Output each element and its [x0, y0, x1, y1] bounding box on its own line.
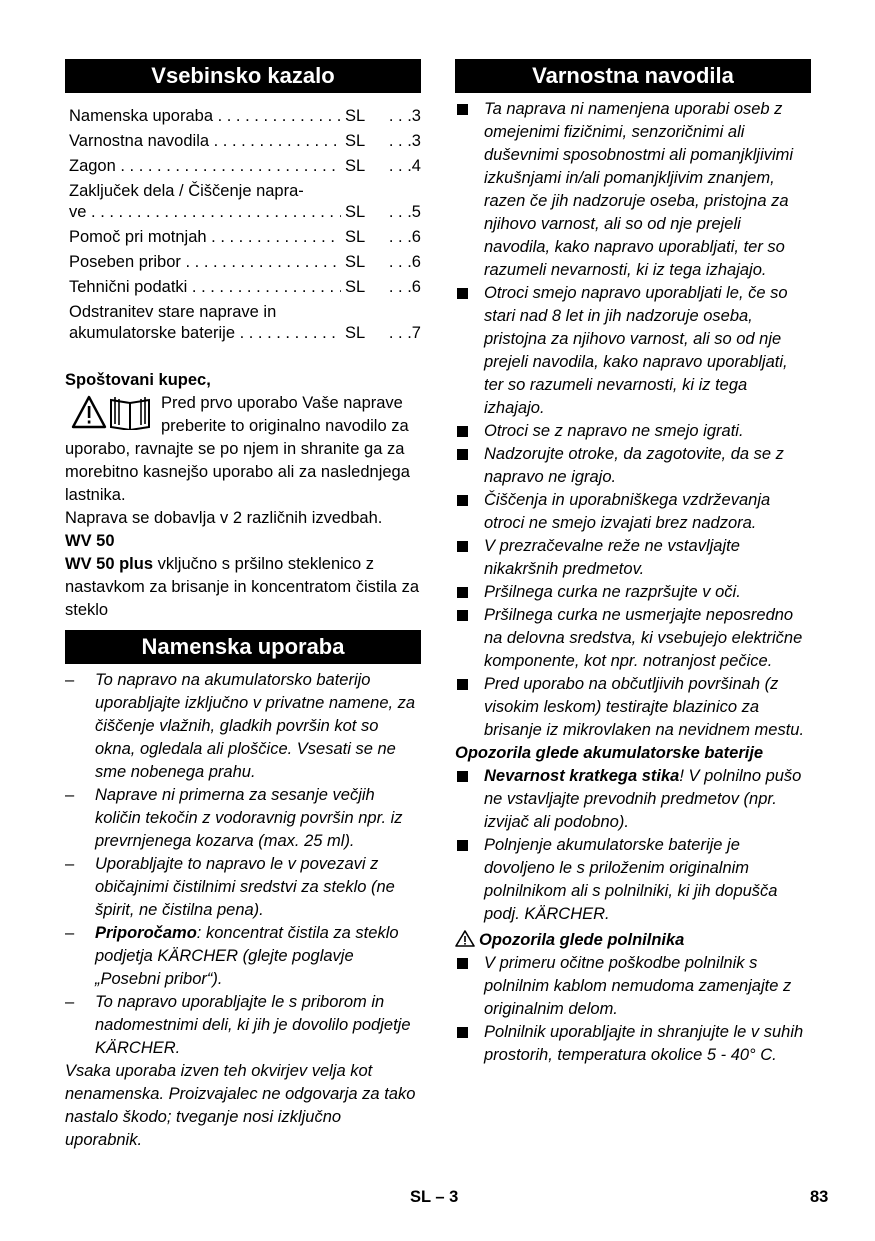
charger-warnings-heading: Opozorila glede polnilnika: [455, 929, 811, 952]
toc-entry-title: ve: [69, 203, 87, 221]
toc-entry-page: . . .5: [388, 203, 421, 221]
toc-entry-lang: SL: [345, 132, 366, 150]
footer-page-number: 83: [810, 1188, 829, 1206]
bullet-square-icon: [457, 426, 468, 437]
toc-entry-page: . . .3: [388, 107, 421, 125]
toc-entry-page: . . .6: [388, 253, 421, 271]
toc-entry-page: . . .7: [388, 324, 421, 342]
toc-entry[interactable]: [69, 106, 421, 127]
toc-entry-lang: SL: [345, 324, 366, 342]
list-item: Otroci smejo napravo uporabljati le, če so stari nad 8 let in jih nadzoruje oseba, pristojna za njihovo varnost, ali so od nje prejeli navodila, kako napravo uporabljati, ter so razumeli nevarnosti, ki iz tega izhajajo.: [455, 282, 811, 420]
list-item: Pršilnega curka ne usmerjajte neposredno na delovna sredstva, ki vsebujejo električne komponente, kot npr. notranjost pečice.: [455, 604, 811, 673]
list-item: – Naprave ni primerna za sesanje večjih količin tekočin z vodoravnig površin npr. iz prevrnjenega kozarva (max. 25 ml).: [65, 786, 403, 850]
toc-entry-lang: SL: [345, 203, 366, 221]
toc-entry[interactable]: [69, 302, 421, 344]
bullet-square-icon: [457, 610, 468, 621]
model-wv50: WV 50: [65, 532, 115, 550]
toc-heading: Vsebinsko kazalo: [65, 59, 421, 93]
variants-text: Naprava se dobavlja v 2 različnih izvedbah.: [65, 509, 383, 527]
intro-paragraph: Pred prvo uporabo Vaše naprave preberite to originalno navodilo za uporabo, ravnajte se po njem in shranite ga za morebitno kasnejšo uporabo ali za naslednjega lastnika.: [65, 394, 410, 504]
battery-list: [455, 765, 811, 926]
list-item: Čiščenja in uporabniškega vzdrževanja otroci ne smejo izvajati brez nadzora.: [455, 489, 811, 535]
list-item: Polnilnik uporabljajte in shranjujte le v suhih prostorih, temperatura okolice 5 - 40° C.: [455, 1021, 811, 1067]
toc-entry-title: akumulatorske baterije: [69, 324, 235, 342]
list-item: Pred uporabo na občutljivih površinah (z visokim leskom) testirajte blazinico za brisanje iz mikrovlaken na nevidnem mestu.: [455, 673, 811, 742]
toc-entry-page: . . .3: [388, 132, 421, 150]
toc-entry-title-line1: Zaključek dela / Čiščenje napra-: [69, 182, 304, 200]
toc-entry-title: Poseben pribor: [69, 253, 181, 271]
list-item: Pršilnega curka ne razpršujte v oči.: [455, 581, 811, 604]
left-column: [65, 59, 421, 1152]
bullet-square-icon: [457, 495, 468, 506]
greeting: Spoštovani kupec,: [65, 371, 211, 389]
toc-entry[interactable]: [69, 252, 421, 273]
toc-entry-title: Pomoč pri motnjah: [69, 228, 207, 246]
varnostna-heading: Varnostna navodila: [455, 59, 811, 93]
toc-entry[interactable]: [69, 181, 421, 223]
toc-entry-lang: SL: [345, 278, 366, 296]
list-item: Nevarnost kratkega stika! V polnilno pušo ne vstavljajte prevodnih predmetov (npr. izvijač ali podobno).: [455, 765, 811, 834]
bullet-square-icon: [457, 104, 468, 115]
list-item: Ta naprava ni namenjena uporabi oseb z omejenimi fizičnimi, senzoričnimi ali duševnimi sposobnostmi ali pomanjkljivimi izkušnjami in/ali pomanjkljivim znanjem, razen če jih nadzoruje oseba, pristojna za njihovo varnost, ali so od nje prejeli navodila, kako napravo uporabljati, ter so razumeli nevarnosti, ki iz tega izhajajo.: [455, 98, 811, 282]
safety-list: [455, 98, 811, 742]
toc-entry-lang: SL: [345, 253, 366, 271]
list-item: V primeru očitne poškodbe polnilnik s polnilnim kablom nemudoma zamenjajte z originalnim delom.: [455, 952, 811, 1021]
toc-entry-title-line1: Odstranitev stare naprave in: [69, 303, 277, 321]
charger-list: [455, 952, 811, 1067]
namenska-heading: Namenska uporaba: [65, 630, 421, 664]
toc-entry-page: . . .6: [388, 278, 421, 296]
toc-entry-title: Zagon: [69, 157, 116, 175]
bullet-square-icon: [457, 587, 468, 598]
right-column: [455, 59, 811, 1067]
toc-entry-title: Varnostna navodila: [69, 132, 210, 150]
list-item: – Uporabljajte to napravo le v povezavi z običajnimi čistilnimi sredstvi za steklo (ne špirit, ne čistilna pena).: [65, 855, 395, 919]
bullet-square-icon: [457, 1027, 468, 1038]
battery-warnings-heading: Opozorila glede akumulatorske baterije: [455, 744, 764, 762]
toc-entry[interactable]: [69, 156, 421, 177]
model-wv50-plus: WV 50 plus vključno s pršilno steklenico z nastavkom za brisanje in koncentratom čistila za steklo: [65, 555, 419, 619]
toc-entry-page: . . .6: [388, 228, 421, 246]
toc-entry-page: . . .4: [388, 157, 421, 175]
list-item: Polnjenje akumulatorske baterije je dovoljeno le s priloženim originalnim polnilnikom ali s polnilniki, ki jih dopušča podj. KÄRCHER.: [455, 834, 811, 926]
toc-entry-lang: SL: [345, 157, 366, 175]
toc-entry-title: Tehnični podatki: [69, 278, 188, 296]
footer-section-page: SL – 3: [410, 1188, 459, 1206]
namenska-closing: Vsaka uporaba izven teh okvirjev velja kot nenamenska. Proizvajalec ne odgovarja za tako nastalo škodo; tveganje nosi izključno uporabnik.: [65, 1062, 416, 1149]
warning-icon: [455, 930, 475, 947]
bullet-square-icon: [457, 288, 468, 299]
namenska-list: [65, 669, 421, 1060]
list-item: Nadzorujte otroke, da zagotovite, da se z napravo ne igrajo.: [455, 443, 811, 489]
toc-entry[interactable]: [69, 277, 421, 298]
list-item: V prezračevalne reže ne vstavljajte nikakršnih predmetov.: [455, 535, 811, 581]
toc-entry[interactable]: [69, 227, 421, 248]
toc-entry[interactable]: [69, 131, 421, 152]
toc-entry-title: Namenska uporaba: [69, 107, 214, 125]
list-item: Otroci se z napravo ne smejo igrati.: [455, 420, 811, 443]
toc-entry-lang: SL: [345, 228, 366, 246]
bullet-square-icon: [457, 541, 468, 552]
list-item: – Priporočamo: koncentrat čistila za steklo podjetja KÄRCHER (glejte poglavje „Posebni pribor“).: [65, 924, 399, 988]
bullet-square-icon: [457, 771, 468, 782]
bullet-square-icon: [457, 840, 468, 851]
table-of-contents: [69, 106, 421, 344]
bullet-square-icon: [457, 679, 468, 690]
toc-entry-lang: SL: [345, 107, 366, 125]
warning-manual-icon: [71, 394, 155, 430]
list-item: – To napravo na akumulatorsko baterijo uporabljajte izključno v privatne namene, za čiščenje vlažnih, gladkih površin kot so okna, ogledala ali ploščice. Vsesati se ne sme nobenega prahu.: [65, 671, 416, 781]
bullet-square-icon: [457, 449, 468, 460]
list-item: – To napravo uporabljajte le s priborom in nadomestnimi deli, ki jih je dovolilo podjetje KÄRCHER.: [65, 993, 411, 1057]
bullet-square-icon: [457, 958, 468, 969]
